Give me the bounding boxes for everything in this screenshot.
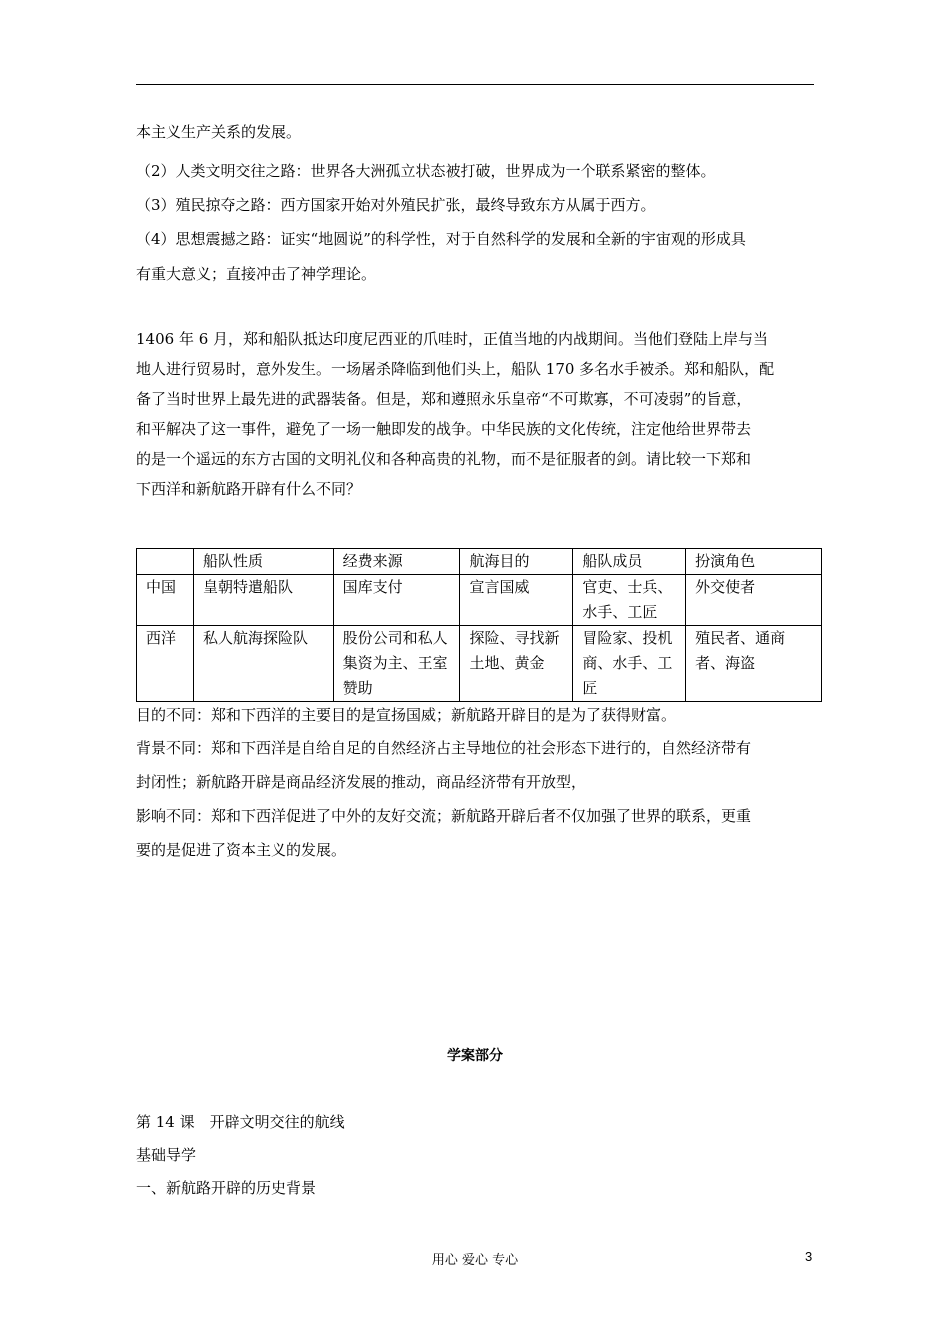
story-line: 的是一个遥远的东方古国的文明礼仪和各种高贵的礼物，而不是征服者的剑。请比较一下郑和: [136, 450, 752, 468]
table-header-cell: [137, 549, 194, 575]
story-line: 和平解决了这一事件，避免了一场一触即发的战争。中华民族的文化传统，注定他给世界带去: [136, 420, 752, 438]
analysis-line: 影响不同：郑和下西洋促进了中外的友好交流；新航路开辟后者不仅加强了世界的联系，更重: [136, 807, 752, 825]
intro-line: （2）人类文明交往之路：世界各大洲孤立状态被打破，世界成为一个联系紧密的整体。: [136, 162, 716, 180]
table-header-cell: 船队成员: [573, 549, 686, 575]
table-cell: 国库支付: [333, 575, 460, 626]
analysis-line: 要的是促进了资本主义的发展。: [136, 841, 347, 859]
header-rule: [136, 84, 814, 85]
table-cell: 皇朝特遣船队: [193, 575, 333, 626]
story-line: 下西洋和新航路开辟有什么不同？: [136, 480, 362, 498]
comparison-table: [136, 548, 822, 702]
table-cell: 外交使者: [686, 575, 822, 626]
table-header-cell: 扮演角色: [686, 549, 822, 575]
table-cell: 冒险家、投机商、水手、工匠: [573, 626, 686, 702]
table-header-cell: 经费来源: [333, 549, 460, 575]
table-cell: 股份公司和私人集资为主、王室赞助: [333, 626, 460, 702]
table-cell: 私人航海探险队: [193, 626, 333, 702]
intro-line: 本主义生产关系的发展。: [136, 123, 302, 141]
story-line: 地人进行贸易时，意外发生。一场屠杀降临到他们头上，船队 170 多名水手被杀。郑和船队，配: [136, 360, 775, 378]
table-cell: 官吏、士兵、水手、工匠: [573, 575, 686, 626]
section-heading: 学案部分: [447, 1048, 503, 1064]
intro-line: （3）殖民掠夺之路：西方国家开始对外殖民扩张，最终导致东方从属于西方。: [136, 196, 656, 214]
table-row: [137, 575, 822, 626]
table-header-cell: 船队性质: [193, 549, 333, 575]
story-paragraph: [136, 324, 822, 504]
intro-line: （4）思想震撼之路：证实“地圆说”的科学性，对于自然科学的发展和全新的宇宙观的形成具: [136, 230, 746, 248]
lesson-title: 第 14 课 开辟文明交往的航线: [136, 1113, 345, 1131]
story-line: 1406 年 6 月，郑和船队抵达印度尼西亚的爪哇时，正值当地的内战期间。当他们登陆上岸与当: [136, 330, 769, 348]
story-line: 备了当时世界上最先进的武器装备。但是，郑和遵照永乐皇帝“不可欺寡，不可凌弱”的旨意，: [136, 390, 752, 408]
table-cell: 探险、寻找新土地、黄金: [460, 626, 573, 702]
table-row: [137, 626, 822, 702]
table-header-cell: 航海目的: [460, 549, 573, 575]
lesson-item: 一、新航路开辟的历史背景: [136, 1179, 317, 1197]
footer-text: 用心 爱心 专心: [431, 1253, 519, 1268]
analysis-line: 目的不同：郑和下西洋的主要目的是宣扬国威；新航路开辟目的是为了获得财富。: [136, 706, 677, 724]
page-number: 3: [805, 1249, 813, 1264]
table-cell: 中国: [137, 575, 194, 626]
analysis-line: 封闭性；新航路开辟是商品经济发展的推动，商品经济带有开放型，: [136, 773, 587, 791]
table-header-row: [137, 549, 822, 575]
table-cell: 西洋: [137, 626, 194, 702]
table-cell: 宣言国威: [460, 575, 573, 626]
analysis-line: 背景不同：郑和下西洋是自给自足的自然经济占主导地位的社会形态下进行的，自然经济带有: [136, 739, 752, 757]
lesson-subtitle: 基础导学: [136, 1146, 197, 1164]
intro-line: 有重大意义；直接冲击了神学理论。: [136, 265, 377, 283]
table-cell: 殖民者、通商者、海盗: [686, 626, 822, 702]
